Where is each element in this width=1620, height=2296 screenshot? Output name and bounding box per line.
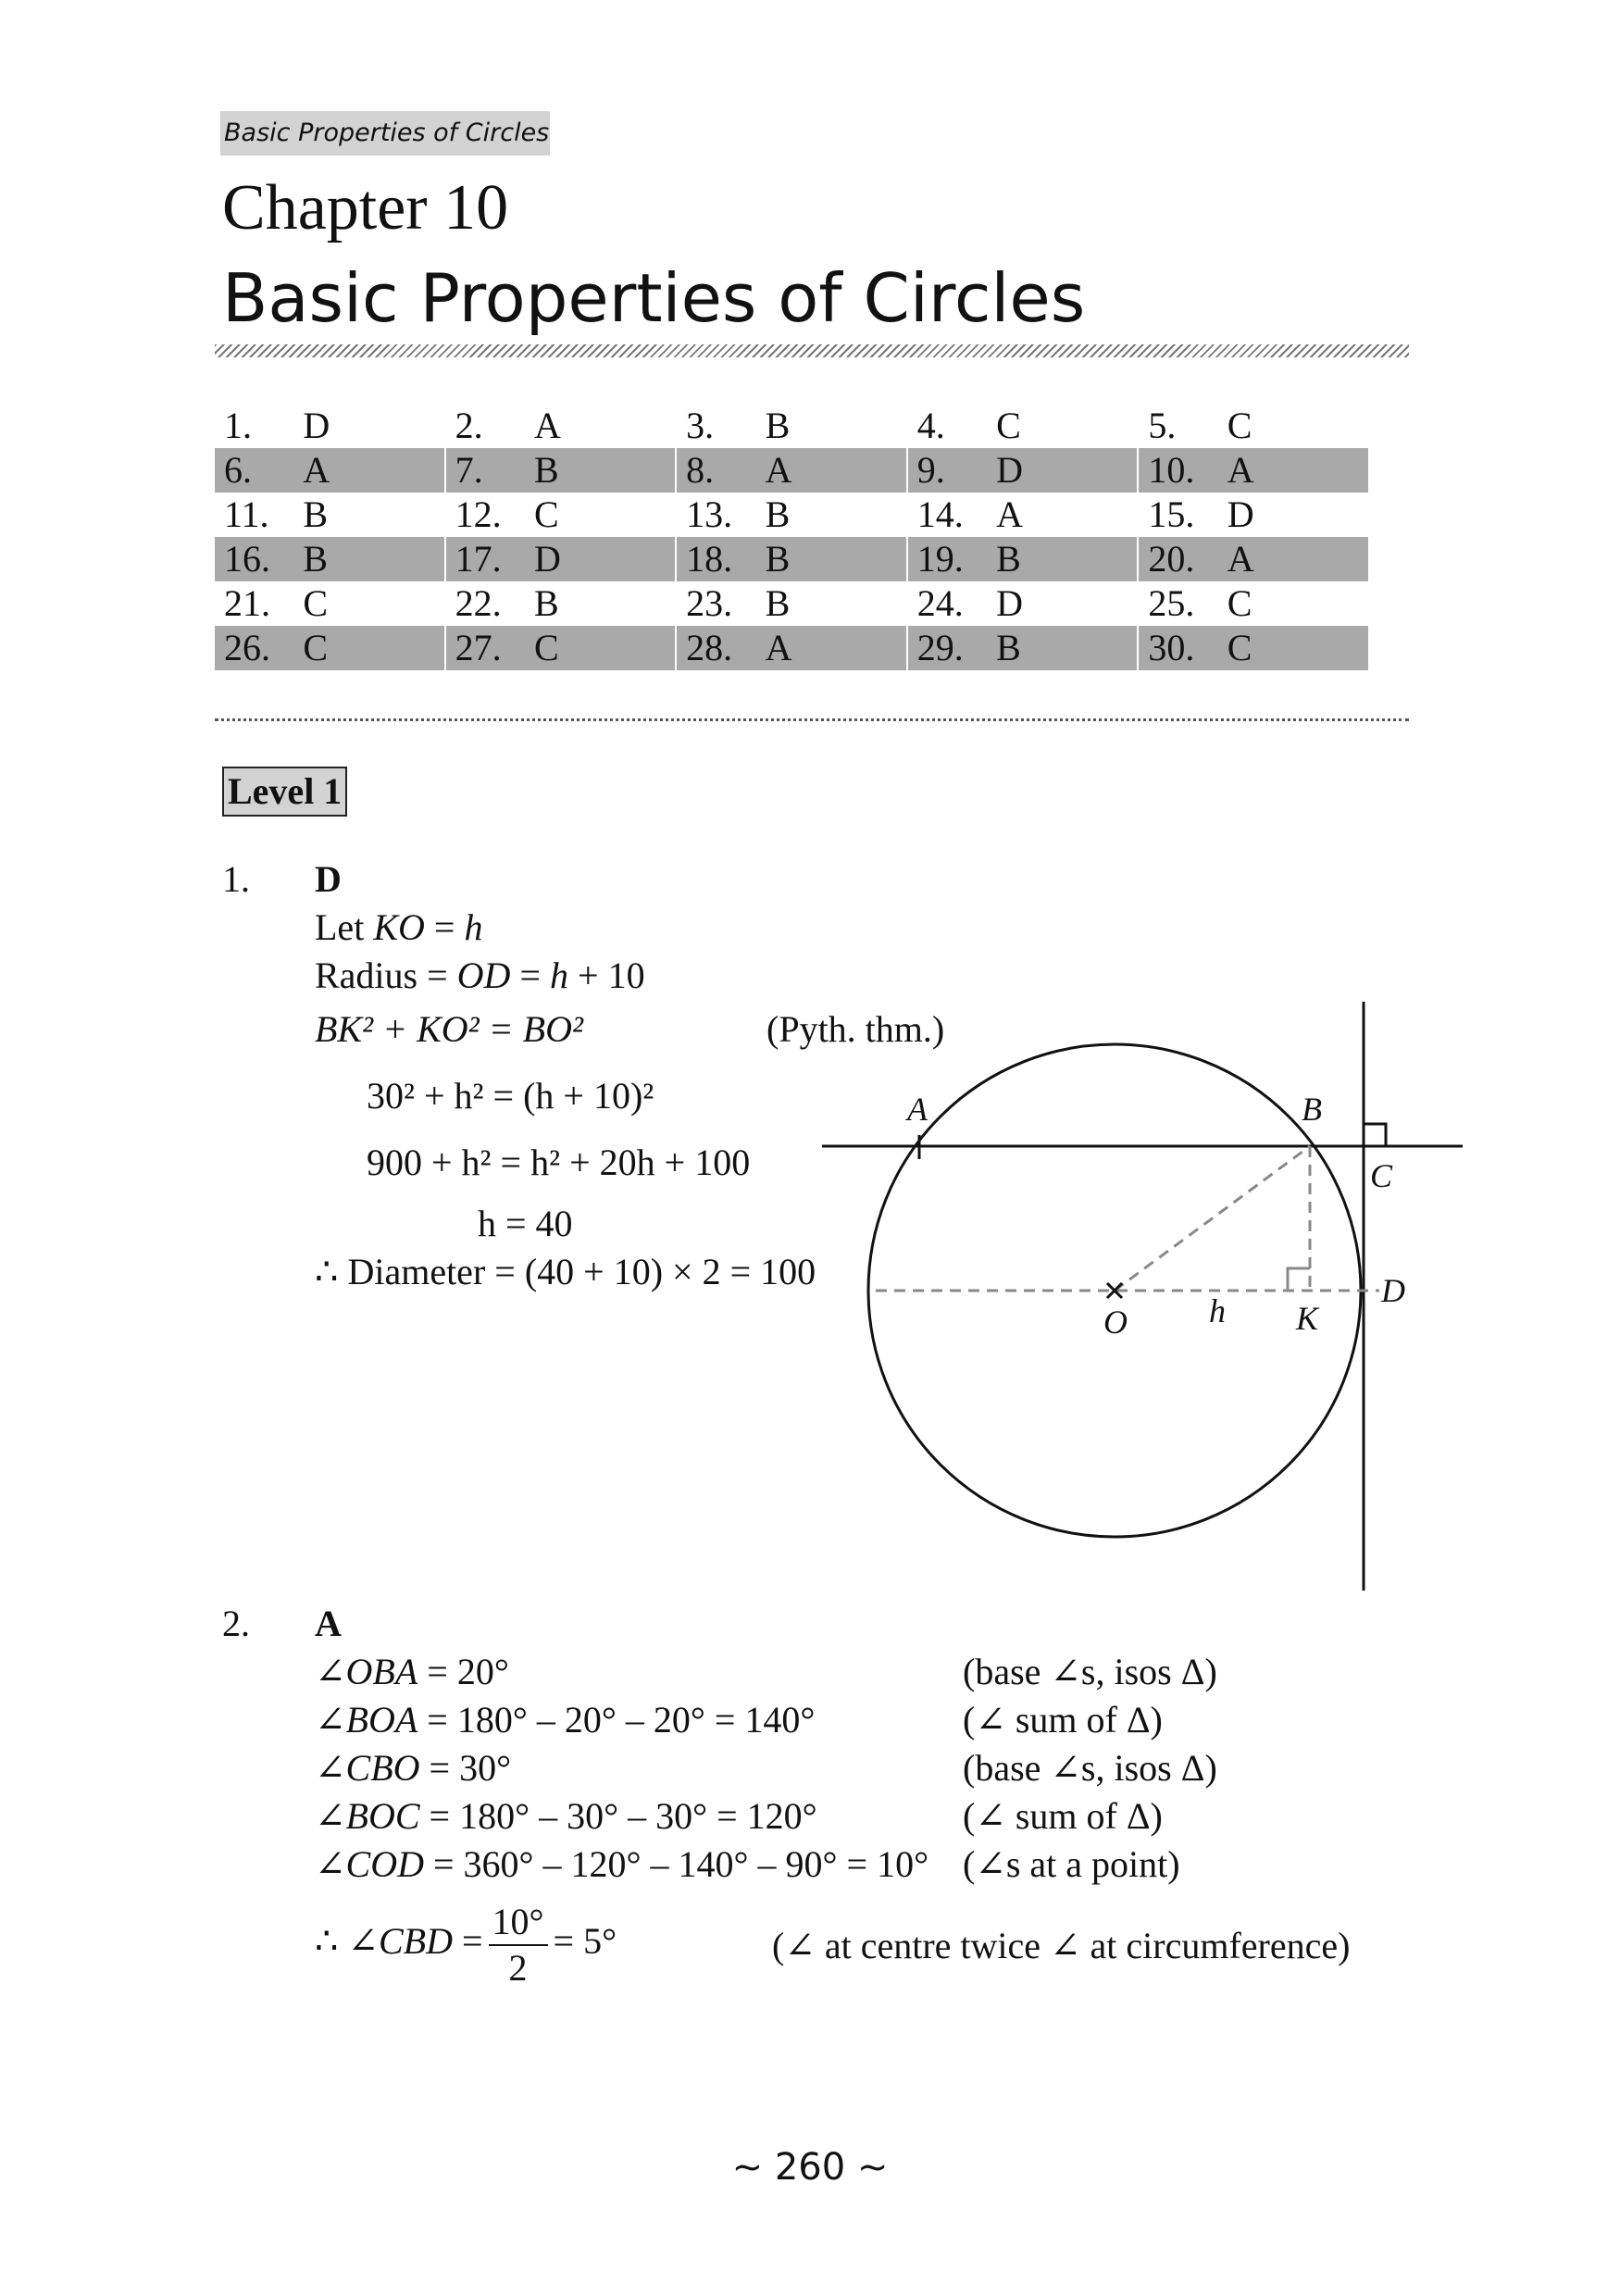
answer-number: 11. [224, 493, 269, 535]
answer-letter: A [1227, 448, 1368, 493]
answer-number: 18. [676, 537, 765, 581]
answer-letter: D [996, 582, 1024, 624]
answer-letter: A [766, 448, 907, 493]
label-o: O [1103, 1304, 1128, 1341]
answer-number: 25. [1138, 581, 1227, 626]
q2-step-reason: (∠s at a point) [963, 1843, 1180, 1885]
q1-pythagoras: BK² + KO² = BO² [315, 1008, 583, 1050]
answer-letter: B [996, 537, 1138, 581]
q2-step-reason: (∠ sum of Δ) [963, 1795, 1163, 1837]
angle-expression: = 20° [417, 1651, 509, 1692]
q1-radius-var: OD [456, 955, 511, 996]
q1-let-var: KO [373, 906, 425, 948]
q2-step [315, 1792, 817, 1841]
answer-number: 1. [224, 405, 252, 446]
answer-number: 23. [676, 581, 765, 626]
q1-radius-line [315, 952, 645, 1000]
answer-letter: C [303, 626, 444, 670]
q1-number: 1. [222, 858, 250, 900]
angle-expression: = 360° – 120° – 140° – 90° = 10° [423, 1843, 929, 1885]
q2-frac-denominator: 2 [508, 1947, 528, 1989]
answer-letter: C [303, 582, 329, 624]
angle-symbol: ∠ [315, 1747, 346, 1789]
answer-number: 26. [215, 626, 303, 670]
angle-symbol: ∠ [315, 1651, 346, 1692]
answer-number: 21. [224, 582, 270, 624]
q2-answer: A [315, 1603, 342, 1644]
angle-name: BOA [345, 1699, 418, 1741]
dotted-divider [215, 718, 1409, 721]
label-c: C [1370, 1157, 1393, 1194]
answer-number: 10. [1138, 448, 1227, 493]
q2-final-var: CBD [378, 1920, 453, 1963]
angle-expression: = 180° – 20° – 20° = 140° [417, 1699, 816, 1741]
q2-fraction [489, 1900, 548, 1990]
answer-letter: B [534, 448, 676, 493]
answer-letter: D [534, 537, 676, 581]
q2-final-result: = 5° [553, 1920, 617, 1963]
q1-radius-eq: = [510, 955, 551, 996]
label-k: K [1296, 1300, 1319, 1337]
answer-letter: D [996, 448, 1138, 493]
angle-expression: = 30° [419, 1747, 512, 1789]
answer-row [215, 626, 1368, 670]
answer-number: 28. [676, 626, 765, 670]
q1-pyth-reason: (Pyth. thm.) [766, 1008, 945, 1050]
answer-letter: C [1227, 626, 1368, 670]
answer-number: 6. [215, 448, 303, 493]
q1-equation-1: 30² + h² = (h + 10)² [367, 1075, 654, 1117]
answer-number: 16. [215, 537, 303, 581]
answer-letter: B [996, 626, 1138, 670]
circle-diagram [805, 991, 1472, 1602]
answer-number: 14. [907, 493, 996, 537]
q2-final-eq: = [452, 1920, 483, 1963]
angle-name: BOC [345, 1795, 420, 1837]
answer-number: 27. [445, 626, 534, 670]
level-badge: Level 1 [222, 767, 347, 817]
label-d: D [1381, 1272, 1405, 1309]
answer-number: 7. [445, 448, 534, 493]
hatched-divider [215, 344, 1409, 357]
answer-letter: A [303, 448, 444, 493]
answer-letter: B [765, 582, 791, 624]
q2-step [315, 1841, 928, 1889]
q2-number: 2. [222, 1603, 250, 1644]
answer-number: 8. [676, 448, 765, 493]
answer-letter: C [1227, 405, 1252, 446]
angle-name: COD [345, 1843, 424, 1885]
answer-letter: C [1227, 582, 1252, 624]
answer-letter: A [1227, 537, 1368, 581]
q1-let-h: h [464, 906, 483, 948]
answer-number: 5. [1138, 404, 1227, 448]
answer-letter: B [303, 537, 444, 581]
answer-letter: B [303, 493, 329, 535]
q2-final-reason: (∠ at centre twice ∠ at circumference) [772, 1925, 1351, 1966]
answer-letter: B [765, 405, 791, 446]
answer-letter: A [533, 405, 561, 446]
angle-symbol: ∠ [315, 1843, 346, 1885]
answer-letter: C [533, 493, 559, 535]
answer-table [215, 404, 1368, 670]
answer-number: 9. [907, 448, 996, 493]
q2-final-prefix: ∴ ∠ [315, 1920, 379, 1963]
answer-row [215, 404, 1368, 448]
answer-letter: B [533, 582, 559, 624]
chapter-number: Chapter 10 [222, 172, 509, 243]
answer-number: 13. [676, 493, 765, 537]
right-angle-c [1364, 1124, 1386, 1146]
q2-step-reason: (base ∠s, isos Δ) [963, 1747, 1217, 1789]
q2-step-reason: (∠ sum of Δ) [963, 1699, 1163, 1741]
q1-radius-h: h [550, 955, 569, 996]
answer-letter: D [303, 405, 330, 446]
answer-number: 29. [907, 626, 996, 670]
answer-row [215, 537, 1368, 581]
q1-equation-3: h = 40 [478, 1203, 573, 1244]
q1-radius-rest: + 10 [568, 955, 645, 996]
answer-number: 2. [445, 404, 534, 448]
answer-number: 4. [907, 404, 996, 448]
answer-letter: B [766, 537, 907, 581]
q2-step-reason: (base ∠s, isos Δ) [963, 1651, 1217, 1692]
answer-letter: D [1227, 493, 1254, 535]
q1-let-line [315, 904, 482, 952]
answer-number: 12. [445, 493, 534, 537]
radius-ob-dashed [1115, 1146, 1310, 1291]
answer-number: 15. [1138, 493, 1227, 537]
q1-let-eq: = [424, 906, 465, 948]
angle-expression: = 180° – 30° – 30° = 120° [419, 1795, 817, 1837]
answer-number: 3. [676, 404, 765, 448]
answer-letter: A [996, 493, 1024, 535]
answer-number: 17. [445, 537, 534, 581]
answer-letter: C [534, 626, 676, 670]
q1-equation-2: 900 + h² = h² + 20h + 100 [367, 1142, 751, 1183]
q1-let-text: Let [315, 906, 365, 948]
page-number: ~ 260 ~ [731, 2146, 889, 2189]
label-h: h [1209, 1292, 1226, 1329]
q1-radius-text: Radius = [315, 955, 457, 996]
answer-letter: A [766, 626, 907, 670]
label-a: A [907, 1091, 928, 1128]
angle-symbol: ∠ [315, 1795, 346, 1837]
q2-step [315, 1648, 509, 1696]
page-title: Basic Properties of Circles [222, 259, 1086, 337]
q2-step [315, 1696, 815, 1744]
answer-row [215, 448, 1368, 493]
answer-row [215, 581, 1368, 626]
q2-frac-numerator: 10° [489, 1900, 548, 1946]
q1-conclusion: ∴ Diameter = (40 + 10) × 2 = 100 [315, 1251, 816, 1292]
answer-letter: C [996, 405, 1021, 446]
right-angle-k [1288, 1268, 1310, 1291]
label-b: B [1302, 1091, 1322, 1128]
answer-number: 19. [907, 537, 996, 581]
answer-number: 24. [907, 581, 996, 626]
answer-number: 30. [1138, 626, 1227, 670]
q1-answer: D [315, 858, 342, 900]
answer-letter: B [765, 493, 791, 535]
angle-name: CBO [345, 1747, 420, 1789]
answer-number: 22. [445, 581, 534, 626]
q2-step [315, 1744, 511, 1792]
angle-name: OBA [345, 1651, 418, 1692]
answer-number: 20. [1138, 537, 1227, 581]
angle-symbol: ∠ [315, 1699, 346, 1741]
chapter-tag: Basic Properties of Circles [220, 111, 550, 156]
answer-row [215, 493, 1368, 537]
q2-final-line [315, 1900, 617, 1990]
